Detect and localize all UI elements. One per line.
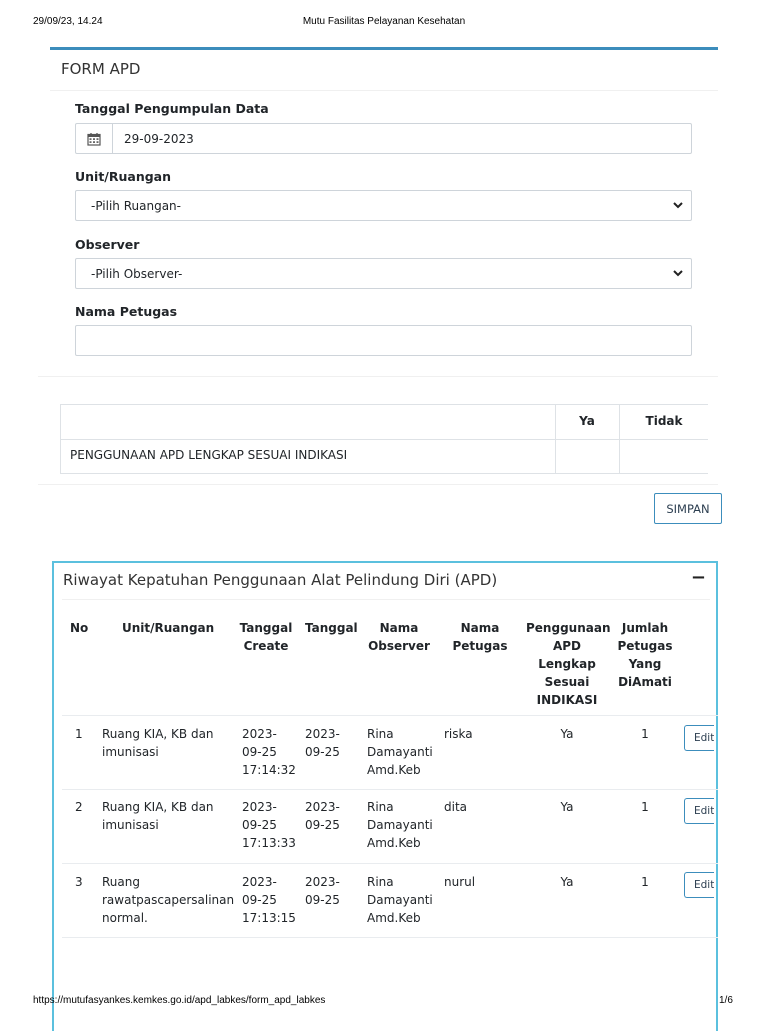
row-no: 2 [75,800,83,814]
row-penggunaan: Ya [560,727,574,741]
col-observer-header: Nama Observer [368,621,430,653]
print-datetime: 29/09/23, 14.24 [33,16,103,27]
date-value: 29-09-2023 [124,132,194,146]
col-penggunaan-header: Penggunaan APD Lengkap Sesuai INDIKASI [526,621,611,707]
col-ya-header: Ya [579,414,595,428]
row-penggunaan: Ya [560,875,574,889]
row-observer: Rina Damayanti Amd.Keb [367,800,433,850]
chevron-down-icon [671,266,685,280]
history-title: Riwayat Kepatuhan Penggunaan Alat Pelindung Diri (APD) [63,571,498,589]
col-tanggal-create-header: Tanggal Create [239,621,293,653]
row-jumlah: 1 [641,800,649,814]
col-no-header: No [70,621,89,635]
row-tanggal: 2023- 09-25 [305,727,340,759]
row-divider [62,789,718,790]
row-tanggal-create: 2023- 09-25 17:13:15 [242,875,296,925]
checklist-table [60,404,708,474]
unit-select[interactable] [75,190,692,221]
history-card [52,561,718,1031]
row-petugas: riska [444,727,473,741]
divider [38,376,718,377]
unit-label: Unit/Ruangan [75,169,172,184]
date-input[interactable] [75,123,692,154]
row-observer: Rina Damayanti Amd.Keb [367,727,433,777]
row-unit: Ruang rawatpascapersalinan normal. [102,875,235,925]
row-tanggal-create: 2023- 09-25 17:13:33 [242,800,296,850]
row-divider [62,863,718,864]
form-title: FORM APD [61,60,141,78]
row-tanggal-create: 2023- 09-25 17:14:32 [242,727,296,777]
row-unit: Ruang KIA, KB dan imunisasi [102,727,214,759]
row-unit: Ruang KIA, KB dan imunisasi [102,800,214,832]
checklist-item: PENGGUNAAN APD LENGKAP SESUAI INDIKASI [70,448,348,462]
petugas-input[interactable] [75,325,692,356]
edit-button[interactable]: Edit [684,725,714,751]
col-jumlah-header: Jumlah Petugas Yang DiAmati [617,621,673,689]
ya-cell[interactable] [555,439,619,473]
row-penggunaan: Ya [560,800,574,814]
save-button[interactable]: SIMPAN [654,493,722,524]
col-unit-header: Unit/Ruangan [122,621,215,635]
date-label: Tanggal Pengumpulan Data [75,101,269,116]
form-apd-card [50,47,718,380]
row-divider [62,715,718,716]
unit-selected-value: -Pilih Ruangan- [91,199,181,213]
print-url: https://mutufasyankes.kemkes.go.id/apd_labkes/form_apd_labkes [33,995,326,1006]
col-tanggal-header: Tanggal [305,621,358,635]
row-observer: Rina Damayanti Amd.Keb [367,875,433,925]
collapse-button[interactable]: − [690,567,706,588]
calendar-icon[interactable] [76,124,113,153]
tidak-cell[interactable] [619,439,709,473]
row-jumlah: 1 [641,727,649,741]
observer-label: Observer [75,237,140,252]
edit-button[interactable]: Edit [684,798,714,824]
row-tanggal: 2023- 09-25 [305,875,340,907]
row-jumlah: 1 [641,875,649,889]
form-card-header [50,50,718,91]
divider [62,599,710,600]
edit-button[interactable]: Edit [684,872,714,898]
row-no: 3 [75,875,83,889]
print-page-number: 1/6 [719,995,733,1006]
observer-select[interactable] [75,258,692,289]
chevron-down-icon [671,198,685,212]
row-tanggal: 2023- 09-25 [305,800,340,832]
divider [38,484,718,485]
row-petugas: nurul [444,875,476,889]
col-tidak-header: Tidak [645,414,683,428]
row-no: 1 [75,727,83,741]
col-petugas-header: Nama Petugas [452,621,508,653]
print-page-title: Mutu Fasilitas Pelayanan Kesehatan [302,16,466,27]
observer-selected-value: -Pilih Observer- [91,267,183,281]
row-petugas: dita [444,800,468,814]
row-divider [62,937,718,938]
petugas-label: Nama Petugas [75,304,178,319]
